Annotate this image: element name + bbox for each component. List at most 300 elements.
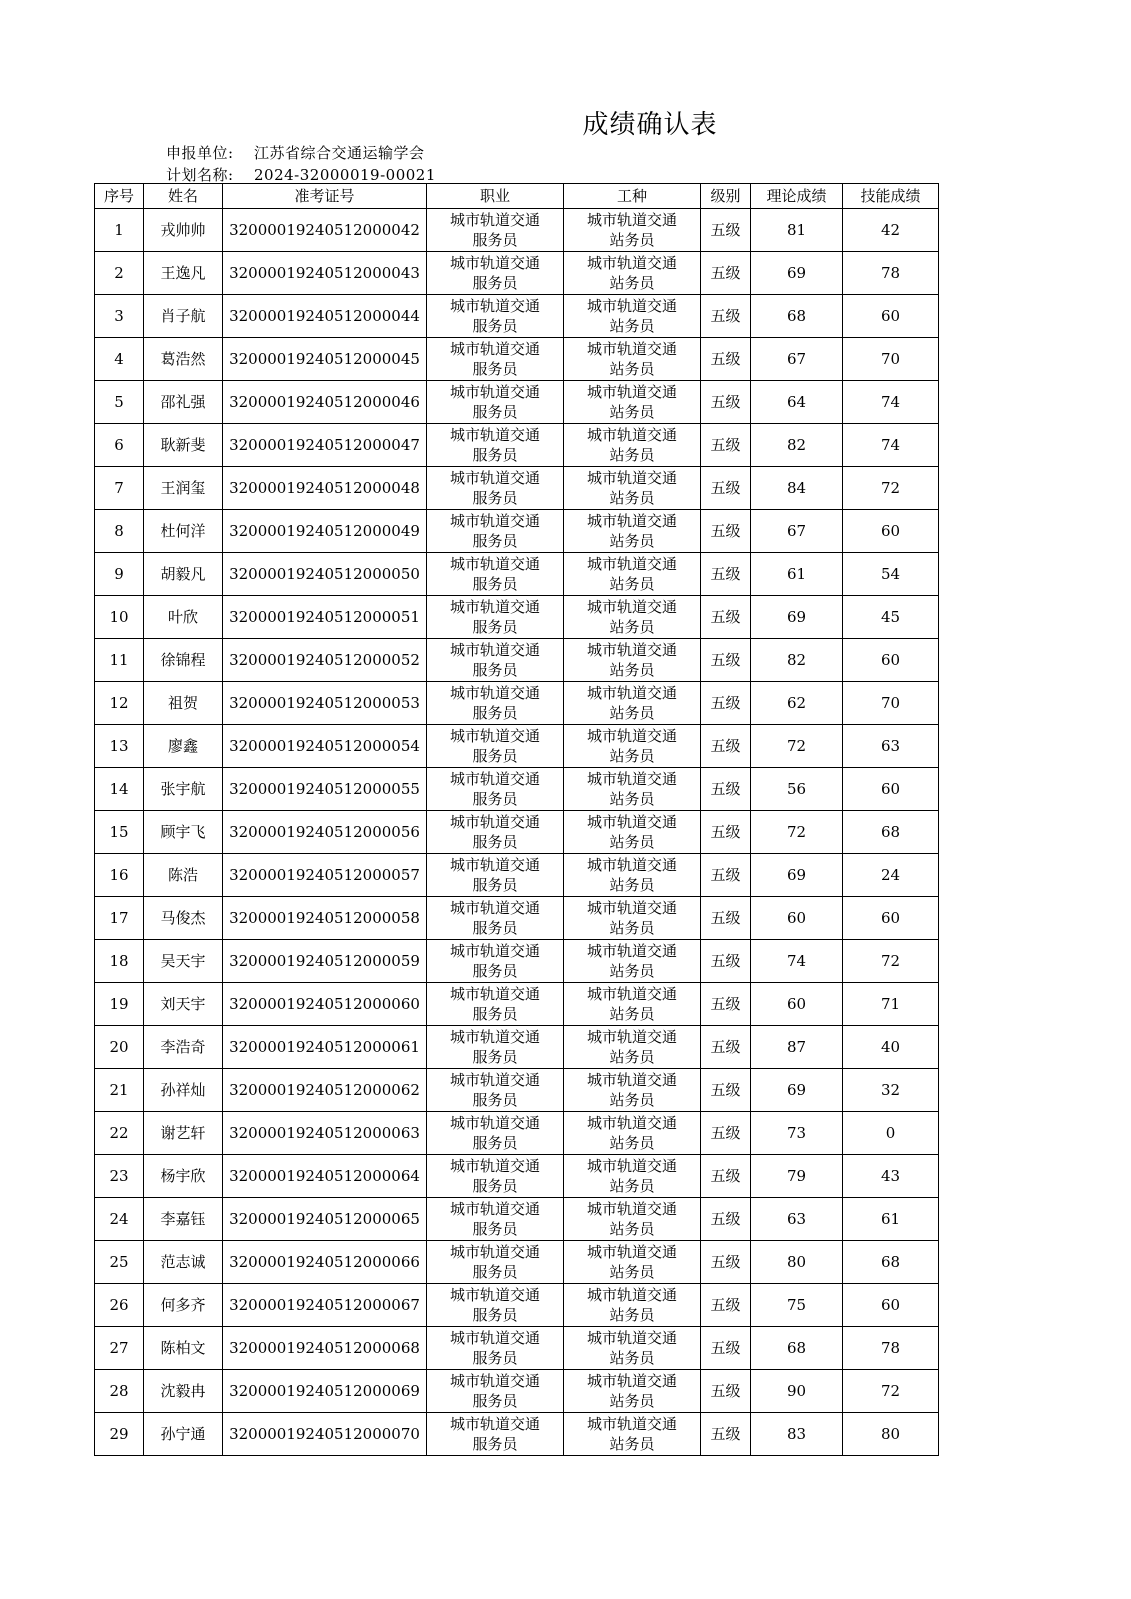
- cell-skill-score: 60: [843, 639, 939, 682]
- cell-theory-score: 61: [751, 553, 843, 596]
- cell-occupation-line: 城市轨道交通: [449, 555, 540, 573]
- cell-job-type-line: 站务员: [609, 1177, 655, 1195]
- cell-exam-id: 32000019240512000048: [223, 467, 427, 510]
- cell-theory-score: 68: [751, 295, 843, 338]
- cell-name: 王逸凡: [144, 252, 223, 295]
- cell-occupation: [427, 467, 564, 510]
- cell-occupation: [427, 338, 564, 381]
- cell-occupation: [427, 1413, 564, 1456]
- cell-skill-score: 0: [843, 1112, 939, 1155]
- cell-job-type-line: 城市轨道交通: [586, 1071, 677, 1089]
- cell-theory-score: 80: [751, 1241, 843, 1284]
- cell-name: 何多齐: [144, 1284, 223, 1327]
- cell-level: 五级: [701, 1069, 751, 1112]
- page-title: 成绩确认表: [582, 110, 718, 140]
- cell-job-type: [564, 725, 701, 768]
- cell-job-type: [564, 510, 701, 553]
- cell-skill-score: 72: [843, 1370, 939, 1413]
- cell-exam-id: 32000019240512000065: [223, 1198, 427, 1241]
- cell-job-type-line: 站务员: [609, 876, 655, 894]
- cell-job-type-line: 站务员: [609, 747, 655, 765]
- cell-occupation-line: 服务员: [472, 790, 518, 808]
- cell-occupation-line: 服务员: [472, 1306, 518, 1324]
- cell-occupation-line: 城市轨道交通: [449, 985, 540, 1003]
- cell-job-type-line: 站务员: [609, 919, 655, 937]
- table-row: [95, 209, 939, 252]
- cell-occupation-line: 服务员: [472, 1048, 518, 1066]
- cell-occupation: [427, 424, 564, 467]
- cell-no: 24: [95, 1198, 144, 1241]
- cell-level: 五级: [701, 381, 751, 424]
- cell-level: 五级: [701, 338, 751, 381]
- cell-exam-id: 32000019240512000061: [223, 1026, 427, 1069]
- meta-plan-line: [166, 164, 436, 185]
- cell-skill-score: 24: [843, 854, 939, 897]
- unit-label: 申报单位:: [166, 144, 234, 162]
- cell-no: 3: [95, 295, 144, 338]
- cell-level: 五级: [701, 553, 751, 596]
- cell-no: 28: [95, 1370, 144, 1413]
- cell-job-type-line: 城市轨道交通: [586, 684, 677, 702]
- cell-job-type: [564, 639, 701, 682]
- cell-skill-score: 80: [843, 1413, 939, 1456]
- cell-name: 李嘉钰: [144, 1198, 223, 1241]
- cell-level: 五级: [701, 424, 751, 467]
- cell-no: 18: [95, 940, 144, 983]
- cell-level: 五级: [701, 1112, 751, 1155]
- cell-name: 孙宁通: [144, 1413, 223, 1456]
- cell-job-type-line: 城市轨道交通: [586, 383, 677, 401]
- header-level: 级别: [701, 184, 751, 209]
- cell-theory-score: 90: [751, 1370, 843, 1413]
- cell-skill-score: 60: [843, 768, 939, 811]
- cell-job-type-line: 城市轨道交通: [586, 1028, 677, 1046]
- cell-exam-id: 32000019240512000050: [223, 553, 427, 596]
- cell-occupation-line: 服务员: [472, 876, 518, 894]
- cell-level: 五级: [701, 1241, 751, 1284]
- cell-name: 戎帅帅: [144, 209, 223, 252]
- cell-job-type-line: 站务员: [609, 1392, 655, 1410]
- cell-job-type-line: 城市轨道交通: [586, 942, 677, 960]
- table-row: [95, 682, 939, 725]
- score-table: [94, 183, 939, 1456]
- cell-occupation-line: 城市轨道交通: [449, 598, 540, 616]
- cell-job-type-line: 站务员: [609, 1220, 655, 1238]
- cell-occupation-line: 城市轨道交通: [449, 942, 540, 960]
- cell-skill-score: 70: [843, 338, 939, 381]
- cell-level: 五级: [701, 1370, 751, 1413]
- cell-occupation-line: 城市轨道交通: [449, 340, 540, 358]
- cell-level: 五级: [701, 1198, 751, 1241]
- cell-no: 11: [95, 639, 144, 682]
- cell-name: 吴天宇: [144, 940, 223, 983]
- cell-job-type-line: 城市轨道交通: [586, 1114, 677, 1132]
- cell-occupation-line: 服务员: [472, 661, 518, 679]
- cell-job-type: [564, 295, 701, 338]
- cell-occupation: [427, 295, 564, 338]
- cell-theory-score: 60: [751, 897, 843, 940]
- cell-occupation: [427, 1112, 564, 1155]
- cell-name: 叶欣: [144, 596, 223, 639]
- cell-level: 五级: [701, 897, 751, 940]
- cell-exam-id: 32000019240512000064: [223, 1155, 427, 1198]
- cell-job-type: [564, 1241, 701, 1284]
- cell-occupation: [427, 854, 564, 897]
- cell-occupation-line: 城市轨道交通: [449, 1415, 540, 1433]
- cell-occupation-line: 服务员: [472, 489, 518, 507]
- cell-occupation-line: 服务员: [472, 747, 518, 765]
- cell-occupation: [427, 1069, 564, 1112]
- cell-job-type-line: 城市轨道交通: [586, 641, 677, 659]
- cell-occupation-line: 服务员: [472, 1177, 518, 1195]
- cell-job-type: [564, 424, 701, 467]
- cell-no: 9: [95, 553, 144, 596]
- cell-name: 沈毅冉: [144, 1370, 223, 1413]
- cell-theory-score: 63: [751, 1198, 843, 1241]
- cell-job-type-line: 城市轨道交通: [586, 770, 677, 788]
- cell-occupation-line: 服务员: [472, 618, 518, 636]
- cell-occupation: [427, 1026, 564, 1069]
- cell-occupation: [427, 596, 564, 639]
- table-row: [95, 1241, 939, 1284]
- cell-level: 五级: [701, 467, 751, 510]
- cell-theory-score: 69: [751, 596, 843, 639]
- cell-job-type: [564, 897, 701, 940]
- table-row: [95, 1370, 939, 1413]
- table-row: [95, 811, 939, 854]
- cell-occupation-line: 城市轨道交通: [449, 254, 540, 272]
- cell-occupation-line: 服务员: [472, 532, 518, 550]
- table-row: [95, 940, 939, 983]
- cell-job-type: [564, 1284, 701, 1327]
- cell-exam-id: 32000019240512000060: [223, 983, 427, 1026]
- cell-skill-score: 72: [843, 467, 939, 510]
- cell-job-type: [564, 1112, 701, 1155]
- cell-name: 廖鑫: [144, 725, 223, 768]
- cell-job-type-line: 站务员: [609, 962, 655, 980]
- cell-job-type-line: 城市轨道交通: [586, 254, 677, 272]
- cell-occupation-line: 城市轨道交通: [449, 727, 540, 745]
- cell-occupation-line: 城市轨道交通: [449, 426, 540, 444]
- cell-theory-score: 83: [751, 1413, 843, 1456]
- cell-job-type-line: 城市轨道交通: [586, 1157, 677, 1175]
- cell-occupation-line: 服务员: [472, 317, 518, 335]
- cell-level: 五级: [701, 725, 751, 768]
- cell-job-type-line: 站务员: [609, 1091, 655, 1109]
- cell-job-type-line: 站务员: [609, 1048, 655, 1066]
- cell-level: 五级: [701, 682, 751, 725]
- cell-job-type-line: 站务员: [609, 790, 655, 808]
- cell-job-type-line: 城市轨道交通: [586, 813, 677, 831]
- cell-no: 4: [95, 338, 144, 381]
- cell-occupation-line: 服务员: [472, 919, 518, 937]
- cell-no: 1: [95, 209, 144, 252]
- cell-skill-score: 74: [843, 424, 939, 467]
- cell-job-type-line: 城市轨道交通: [586, 1200, 677, 1218]
- cell-level: 五级: [701, 811, 751, 854]
- cell-name: 顾宇飞: [144, 811, 223, 854]
- cell-skill-score: 32: [843, 1069, 939, 1112]
- cell-occupation: [427, 1155, 564, 1198]
- cell-occupation-line: 城市轨道交通: [449, 1372, 540, 1390]
- cell-job-type-line: 站务员: [609, 1263, 655, 1281]
- cell-no: 16: [95, 854, 144, 897]
- cell-exam-id: 32000019240512000045: [223, 338, 427, 381]
- cell-skill-score: 60: [843, 897, 939, 940]
- cell-name: 徐锦程: [144, 639, 223, 682]
- cell-job-type-line: 城市轨道交通: [586, 598, 677, 616]
- cell-job-type-line: 城市轨道交通: [586, 1372, 677, 1390]
- cell-occupation-line: 服务员: [472, 1005, 518, 1023]
- cell-exam-id: 32000019240512000068: [223, 1327, 427, 1370]
- cell-occupation: [427, 1241, 564, 1284]
- cell-no: 6: [95, 424, 144, 467]
- table-row: [95, 252, 939, 295]
- cell-exam-id: 32000019240512000049: [223, 510, 427, 553]
- cell-occupation-line: 城市轨道交通: [449, 856, 540, 874]
- cell-job-type-line: 城市轨道交通: [586, 985, 677, 1003]
- cell-name: 王润玺: [144, 467, 223, 510]
- cell-no: 22: [95, 1112, 144, 1155]
- cell-theory-score: 68: [751, 1327, 843, 1370]
- cell-job-type-line: 城市轨道交通: [586, 1286, 677, 1304]
- cell-name: 范志诚: [144, 1241, 223, 1284]
- cell-name: 邵礼强: [144, 381, 223, 424]
- cell-no: 25: [95, 1241, 144, 1284]
- cell-job-type-line: 站务员: [609, 618, 655, 636]
- cell-occupation-line: 城市轨道交通: [449, 469, 540, 487]
- cell-job-type-line: 站务员: [609, 446, 655, 464]
- cell-skill-score: 43: [843, 1155, 939, 1198]
- cell-job-type-line: 站务员: [609, 1005, 655, 1023]
- cell-job-type-line: 城市轨道交通: [586, 211, 677, 229]
- cell-exam-id: 32000019240512000059: [223, 940, 427, 983]
- table-row: [95, 983, 939, 1026]
- cell-skill-score: 42: [843, 209, 939, 252]
- cell-occupation-line: 服务员: [472, 575, 518, 593]
- cell-job-type: [564, 596, 701, 639]
- cell-name: 孙祥灿: [144, 1069, 223, 1112]
- cell-level: 五级: [701, 252, 751, 295]
- cell-exam-id: 32000019240512000051: [223, 596, 427, 639]
- cell-exam-id: 32000019240512000044: [223, 295, 427, 338]
- cell-no: 2: [95, 252, 144, 295]
- cell-skill-score: 54: [843, 553, 939, 596]
- cell-occupation: [427, 381, 564, 424]
- cell-occupation-line: 服务员: [472, 1091, 518, 1109]
- cell-job-type-line: 站务员: [609, 575, 655, 593]
- cell-skill-score: 68: [843, 811, 939, 854]
- cell-name: 李浩奇: [144, 1026, 223, 1069]
- table-row: [95, 1198, 939, 1241]
- table-row: [95, 639, 939, 682]
- cell-theory-score: 74: [751, 940, 843, 983]
- cell-exam-id: 32000019240512000063: [223, 1112, 427, 1155]
- cell-level: 五级: [701, 596, 751, 639]
- cell-theory-score: 81: [751, 209, 843, 252]
- cell-name: 张宇航: [144, 768, 223, 811]
- header-row: [95, 184, 939, 209]
- cell-job-type-line: 城市轨道交通: [586, 1329, 677, 1347]
- cell-level: 五级: [701, 209, 751, 252]
- cell-name: 陈浩: [144, 854, 223, 897]
- cell-theory-score: 72: [751, 811, 843, 854]
- cell-no: 23: [95, 1155, 144, 1198]
- table-row: [95, 1155, 939, 1198]
- cell-occupation-line: 城市轨道交通: [449, 1028, 540, 1046]
- cell-job-type: [564, 682, 701, 725]
- table-row: [95, 424, 939, 467]
- cell-occupation-line: 城市轨道交通: [449, 1243, 540, 1261]
- cell-job-type: [564, 854, 701, 897]
- cell-no: 14: [95, 768, 144, 811]
- cell-occupation: [427, 983, 564, 1026]
- cell-no: 27: [95, 1327, 144, 1370]
- cell-occupation-line: 服务员: [472, 962, 518, 980]
- cell-skill-score: 78: [843, 252, 939, 295]
- table-row: [95, 897, 939, 940]
- cell-job-type-line: 城市轨道交通: [586, 899, 677, 917]
- cell-skill-score: 63: [843, 725, 939, 768]
- cell-skill-score: 61: [843, 1198, 939, 1241]
- cell-occupation-line: 城市轨道交通: [449, 899, 540, 917]
- cell-name: 葛浩然: [144, 338, 223, 381]
- cell-job-type: [564, 1069, 701, 1112]
- cell-level: 五级: [701, 510, 751, 553]
- cell-theory-score: 56: [751, 768, 843, 811]
- cell-occupation-line: 服务员: [472, 360, 518, 378]
- cell-name: 杜何洋: [144, 510, 223, 553]
- cell-job-type-line: 站务员: [609, 360, 655, 378]
- cell-job-type-line: 城市轨道交通: [586, 555, 677, 573]
- cell-job-type: [564, 1327, 701, 1370]
- cell-exam-id: 32000019240512000043: [223, 252, 427, 295]
- cell-theory-score: 69: [751, 1069, 843, 1112]
- cell-exam-id: 32000019240512000070: [223, 1413, 427, 1456]
- cell-job-type-line: 站务员: [609, 489, 655, 507]
- cell-no: 5: [95, 381, 144, 424]
- cell-skill-score: 45: [843, 596, 939, 639]
- cell-skill-score: 74: [843, 381, 939, 424]
- cell-occupation: [427, 1198, 564, 1241]
- cell-theory-score: 87: [751, 1026, 843, 1069]
- cell-exam-id: 32000019240512000058: [223, 897, 427, 940]
- cell-occupation: [427, 553, 564, 596]
- cell-skill-score: 72: [843, 940, 939, 983]
- cell-name: 谢艺轩: [144, 1112, 223, 1155]
- cell-job-type-line: 站务员: [609, 1134, 655, 1152]
- cell-no: 20: [95, 1026, 144, 1069]
- cell-job-type-line: 城市轨道交通: [586, 297, 677, 315]
- cell-skill-score: 71: [843, 983, 939, 1026]
- cell-occupation: [427, 682, 564, 725]
- cell-job-type-line: 站务员: [609, 403, 655, 421]
- cell-skill-score: 60: [843, 1284, 939, 1327]
- cell-job-type: [564, 467, 701, 510]
- cell-job-type: [564, 1413, 701, 1456]
- cell-name: 杨宇欣: [144, 1155, 223, 1198]
- cell-job-type-line: 站务员: [609, 704, 655, 722]
- cell-occupation-line: 城市轨道交通: [449, 641, 540, 659]
- cell-occupation: [427, 725, 564, 768]
- cell-job-type-line: 城市轨道交通: [586, 1415, 677, 1433]
- cell-skill-score: 40: [843, 1026, 939, 1069]
- cell-occupation: [427, 897, 564, 940]
- cell-job-type: [564, 1370, 701, 1413]
- cell-name: 马俊杰: [144, 897, 223, 940]
- cell-theory-score: 73: [751, 1112, 843, 1155]
- cell-level: 五级: [701, 983, 751, 1026]
- cell-occupation: [427, 811, 564, 854]
- cell-name: 刘天宇: [144, 983, 223, 1026]
- cell-no: 10: [95, 596, 144, 639]
- cell-occupation: [427, 209, 564, 252]
- cell-occupation-line: 城市轨道交通: [449, 684, 540, 702]
- cell-occupation-line: 城市轨道交通: [449, 770, 540, 788]
- cell-occupation-line: 服务员: [472, 1435, 518, 1453]
- cell-job-type: [564, 553, 701, 596]
- header-skill-score: 技能成绩: [843, 184, 939, 209]
- plan-value: 2024-32000019-00021: [254, 166, 436, 184]
- cell-no: 26: [95, 1284, 144, 1327]
- cell-theory-score: 82: [751, 424, 843, 467]
- cell-skill-score: 68: [843, 1241, 939, 1284]
- table-row: [95, 1069, 939, 1112]
- cell-theory-score: 72: [751, 725, 843, 768]
- cell-job-type-line: 城市轨道交通: [586, 426, 677, 444]
- unit-value: 江苏省综合交通运输学会: [254, 144, 425, 162]
- cell-theory-score: 64: [751, 381, 843, 424]
- cell-name: 胡毅凡: [144, 553, 223, 596]
- table-row: [95, 295, 939, 338]
- cell-job-type-line: 站务员: [609, 833, 655, 851]
- cell-job-type: [564, 338, 701, 381]
- cell-occupation-line: 城市轨道交通: [449, 1157, 540, 1175]
- cell-theory-score: 67: [751, 338, 843, 381]
- cell-exam-id: 32000019240512000055: [223, 768, 427, 811]
- cell-occupation-line: 服务员: [472, 704, 518, 722]
- table-row: [95, 510, 939, 553]
- cell-occupation-line: 服务员: [472, 1263, 518, 1281]
- cell-job-type: [564, 940, 701, 983]
- cell-exam-id: 32000019240512000069: [223, 1370, 427, 1413]
- cell-skill-score: 70: [843, 682, 939, 725]
- cell-theory-score: 82: [751, 639, 843, 682]
- cell-job-type-line: 城市轨道交通: [586, 340, 677, 358]
- cell-job-type-line: 城市轨道交通: [586, 856, 677, 874]
- cell-occupation-line: 服务员: [472, 1220, 518, 1238]
- cell-job-type-line: 站务员: [609, 1306, 655, 1324]
- cell-level: 五级: [701, 1026, 751, 1069]
- cell-exam-id: 32000019240512000057: [223, 854, 427, 897]
- cell-exam-id: 32000019240512000052: [223, 639, 427, 682]
- table-row: [95, 596, 939, 639]
- cell-occupation: [427, 768, 564, 811]
- cell-skill-score: 78: [843, 1327, 939, 1370]
- cell-exam-id: 32000019240512000047: [223, 424, 427, 467]
- cell-occupation-line: 城市轨道交通: [449, 1114, 540, 1132]
- table-row: [95, 553, 939, 596]
- cell-theory-score: 75: [751, 1284, 843, 1327]
- cell-level: 五级: [701, 854, 751, 897]
- cell-exam-id: 32000019240512000066: [223, 1241, 427, 1284]
- table-row: [95, 725, 939, 768]
- table-row: [95, 1327, 939, 1370]
- cell-occupation-line: 城市轨道交通: [449, 1200, 540, 1218]
- cell-exam-id: 32000019240512000042: [223, 209, 427, 252]
- cell-no: 12: [95, 682, 144, 725]
- cell-occupation: [427, 1284, 564, 1327]
